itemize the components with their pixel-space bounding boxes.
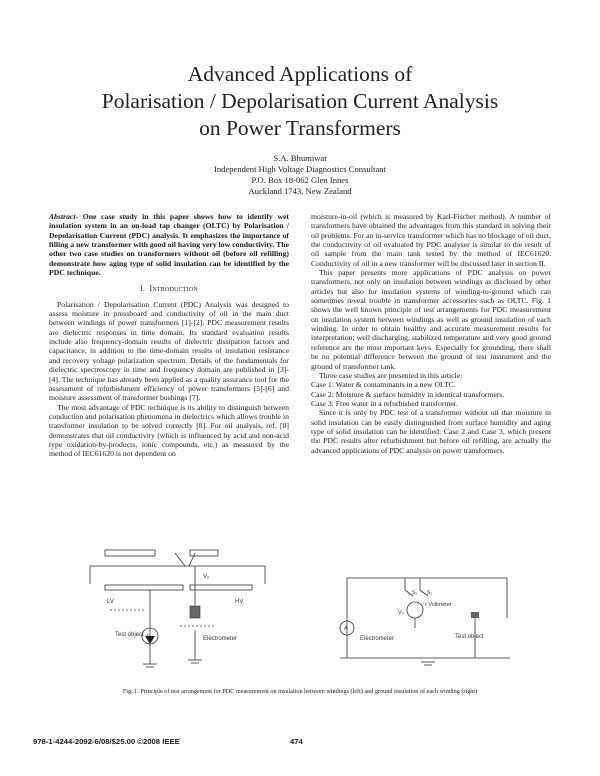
author-name: S.A. Bhumiwat xyxy=(273,153,327,163)
author-address-2: Auckland 1743, New Zealand xyxy=(248,186,352,196)
label-test-object: Test object xyxy=(455,634,484,640)
intro-paragraph-3: moisture-in-oil (which is measured by Karl-Fischer method). A number of transformers have obtained the advantages from this standard in solving their oil problems. For an in-service transformer which has no blockage of oil duct, the conductivity of oil evaluated by PDC analyser is similar to the result of oil sample from the main tank tested by the method of IEC61620. Conductivity of oil in a new transformer will be discussed later in section II. xyxy=(311,212,551,268)
label-ammeter: A xyxy=(146,634,150,640)
page-number: 474 xyxy=(290,737,303,746)
intro-paragraph-5: Three case studies are presented in this article: xyxy=(319,370,463,380)
figure-right-diagram xyxy=(335,548,525,683)
label-test-object: Test object xyxy=(115,632,144,638)
intro-paragraph-1: Polarisation / Depolarisation Current (PDC) Analysis was designed to assess moisture in pressboard and conductivity of oil in the main duct between windings of power transformers [1]-[2]. PDC measurement results are dielectric responses in time domain. Its standard evaluation results include also frequency-domain results of dielectric dissipation factors and capacitance, in addition to the time-domain results of insulation resistance and recovery voltage polarization spectrum. Details of the fundamentals for dielectric spectroscopy in time and frequency domain are published in [3]-[4]. The technique has already been applied as a quality assurance tool for the assessment of refurbishment efficiency of power transformers [5]-[6] and moisture assessment of transformer bushings [7]. xyxy=(49,299,289,403)
abstract xyxy=(49,212,289,277)
left-column xyxy=(49,212,289,459)
label-ammeter: A xyxy=(344,626,348,632)
case-1: Case 1: Water & contaminants in a new OLTC. xyxy=(311,380,456,390)
right-column xyxy=(311,212,551,455)
author-address-1: P.O. Box 18-062 Glen Innes xyxy=(251,175,349,185)
switch-contact xyxy=(175,553,185,566)
section-heading-introduction xyxy=(49,284,289,293)
intro-paragraph-2: The most advantage of PDC technique is its ability to distinguish between conduction and polarisation phenomena in dielectrics which allows trouble in transformer insulation to be solved correctly [8]. For oil analysis, ref. [8] demonstrates that oil conductivity (which is influenced by acid and non-acid type oxidation-by-products, ionic compounds, etc.) as measured by the method of IEC61620 is not dependent on xyxy=(49,402,289,459)
footer-isbn: 978-1-4244-2092-6/08/$25.00 ©2008 IEEE xyxy=(33,737,180,746)
section-number: I. xyxy=(140,284,146,294)
abstract-label: Abstract xyxy=(49,212,76,221)
paper-title-line-2: Polarisation / Depolarisation Current Analysis xyxy=(101,89,499,113)
lv-electrode xyxy=(105,585,183,590)
voltage-source-icon xyxy=(190,606,200,618)
case-3: Case 3: Free water in a refurbished transformer. xyxy=(311,398,458,408)
figure-left-diagram xyxy=(75,548,275,683)
label-lv: LV xyxy=(107,599,114,605)
outer-rail xyxy=(90,566,265,584)
abstract-text: - One case study in this paper shows how to identify wet insulation system in an on-load tap changer (OLTC) by Polarisation / Depolarisation Current (PDC) analysis. It emphasizes the importance of filling a new transformer with good oil having very low conductivity. The other two case studies on transformers without oil (before oil refilling) demonstrate how aging type of solid insulation can be identified by the PDC technique. xyxy=(49,212,289,278)
voltmeter-circle xyxy=(407,602,423,618)
label-s1: S₁ xyxy=(412,590,418,596)
paper-title-line-3: on Power Transformers xyxy=(199,116,401,140)
hv-electrode xyxy=(190,585,252,590)
top-bar-left xyxy=(105,550,155,556)
label-hv: HV xyxy=(235,599,244,605)
label-s2: S₂ xyxy=(427,590,433,596)
label-v0: V₀ xyxy=(203,574,210,580)
label-r-voltmeter: r Voltmeter xyxy=(425,602,452,608)
figure-caption: Fig. 1. Principle of test arrangement for PDC measurement on insulation between windings (left) and ground insulation of each winding (right) xyxy=(122,688,478,695)
intro-paragraph-6: Since it is only by PDC test of a transformer without oil that moisture in solid insulation can be easily distinguished from surface humidity and aging type of solid insulation can be identified; Case 2 and Case 3, which present the PDC results after refurbishment but before oil refilling, are actually the advanced applications of PDC analysis on power transformers. xyxy=(311,408,551,455)
case-2: Case 2: Moisture & surface humidity in identical transformers. xyxy=(311,389,505,399)
intro-paragraph-4: This paper presents more applications of PDC analysis on power transformers, not only on insulation between windings as disclosed by other articles but also for insulation systems of winding-to-ground which can sometimes reveal trouble in transformer accessories such as OLTC. Fig. 1 shows the well known principle of test arrangements for PDC measurement on insulation system between windings as well as ground insulation of each winding. In order to obtain healthy and accurate measurement results for interpretation; well discharging, stabilized temperature and very good ground reference are the most important keys. Especially for grounding, there shall be no potential difference between the ground of test instrument and the ground of transformer tank. xyxy=(311,268,551,371)
label-v0: V₀ xyxy=(398,610,404,616)
paper-title-line-1: Advanced Applications of xyxy=(187,62,413,86)
label-electrometer: Electrometer xyxy=(360,636,395,642)
section-title: Introduction xyxy=(149,284,198,294)
test-object-icon xyxy=(471,612,479,618)
label-electrometer: Electrometer xyxy=(203,636,238,642)
author-affiliation: Independent High Voltage Diagnostics Consultant xyxy=(213,164,386,174)
outer-rail xyxy=(347,578,507,618)
